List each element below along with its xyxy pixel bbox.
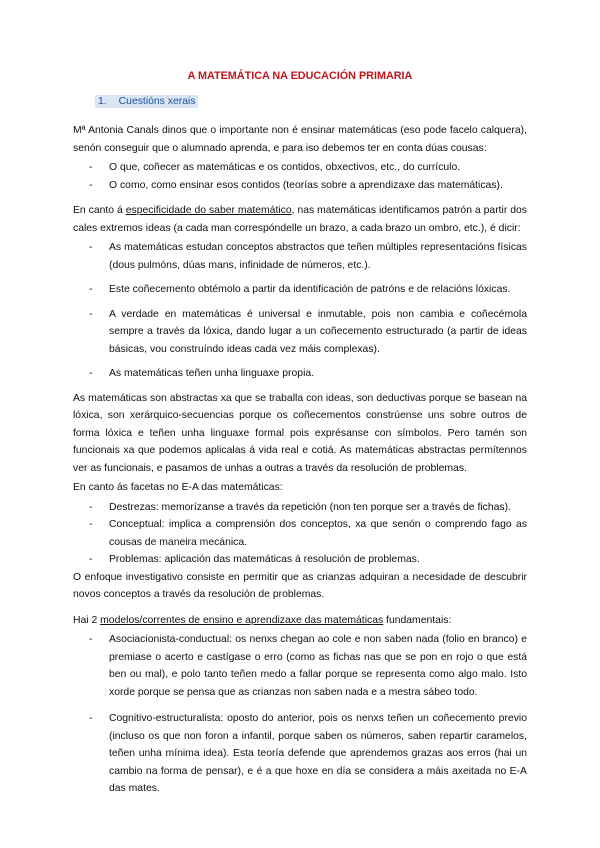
section-number: 1. bbox=[98, 96, 107, 107]
bullet-dash: - bbox=[89, 308, 93, 320]
section-heading-highlight bbox=[95, 95, 198, 108]
bullet-dash: - bbox=[89, 162, 93, 173]
bullet-dash: - bbox=[89, 368, 93, 379]
bullet-dash: - bbox=[89, 242, 93, 253]
list-facets bbox=[73, 499, 527, 569]
bullet-dash: - bbox=[89, 284, 93, 295]
list-models bbox=[73, 631, 527, 798]
list-item: - As matemáticas teñen unha linguaxe propia. bbox=[73, 365, 527, 383]
list-item: - Destrezas: memorízanse a través da repetición (non ten porque ser a través de fichas). bbox=[73, 499, 527, 517]
paragraph-facets: En canto ás facetas no E-A das matemáticas: bbox=[73, 482, 283, 493]
list-item: - Cognitivo-estructuralista: oposto do anterior, pois os nenxs teñen un coñecemento previo (incluso os que non foron a infantil, porque saben os números, saben repartir caramelos, teñen unha mínima idea). Esta teoría defende que aprendemos grazas aos erros (hai un cambio na forma de pensar), e é a que hoxe en día se considera a máis axeitada no E-A das mates. bbox=[73, 710, 527, 798]
bullet-dash: - bbox=[89, 634, 93, 645]
underlined-term: modelos/correntes de ensino e aprendizaxe das matemáticas bbox=[100, 614, 384, 626]
list-item: - Asociacionista-conductual: os nenxs chegan ao cole e non saben nada (folio en branco) e premiase o acerto e castígase o erro (como as fichas nas que se pon en rojo o que está ben ou mal), e polo tanto teñen medo a fallar porque se representa como algo malo. Isto xorde porque se pensa que as crianzas non saben nada e a mestra sábeo todo. bbox=[73, 631, 527, 701]
underlined-term: especificidade do saber matemático bbox=[125, 205, 292, 216]
section-heading bbox=[95, 96, 527, 107]
bullet-dash: - bbox=[89, 554, 93, 565]
bullet-dash: - bbox=[89, 501, 93, 513]
bullet-dash: - bbox=[89, 713, 93, 724]
list-item: - As matemáticas estudan conceptos abstractos que teñen múltiples representacións físicas (dous pulmóns, dúas mans, infinidade de números, etc.). bbox=[73, 239, 527, 274]
list-item: - Conceptual: implica a comprensión dos conceptos, xa que senón o comprendo fago as cousas de maneira mecánica. bbox=[73, 516, 527, 551]
section-label: Cuestións xerais bbox=[118, 96, 196, 107]
list-item: - O como, como ensinar esos contidos (teorías sobre a aprendizaxe das matemáticas). bbox=[73, 177, 527, 195]
paragraph-models: Hai 2 modelos/correntes de ensino e aprendizaxe das matemáticas fundamentais: bbox=[73, 614, 452, 626]
list-item: - Problemas: aplicación das matemáticas á resolución de problemas. bbox=[73, 551, 527, 569]
bullet-dash: - bbox=[89, 519, 93, 530]
list-math-properties bbox=[73, 239, 527, 383]
paragraph-intro: Mª Antonia Canals dinos que o importante non é ensinar matemáticas (eso pode facelo calquera), senón conseguir que o alumnado aprenda, e para iso debemos ter en conta dúas cousas: bbox=[73, 125, 527, 154]
bullet-dash: - bbox=[89, 179, 93, 191]
paragraph-abstract: As matemáticas son abstractas xa que se traballa con ideas, son deductivas porque se basean na lóxica, son xerárquico-secuencias porque os coñecementos constrúense uns sobre outros de forma lóxica e teñen unha linguaxe formal pois exprésanse con símbolos. Pero tamén son funcionais xa que podemos aplicalas á vida real e cotiá. As matemáticas abstractas permítennos ver as funcionais, e pasamos de unhas a outras a través da resolución de problemas. bbox=[73, 392, 527, 474]
document-title: A MATEMÁTICA NA EDUCACIÓN PRIMARIA bbox=[187, 70, 413, 82]
list-two-things bbox=[73, 159, 527, 194]
list-item: - O que, coñecer as matemáticas e os contidos, obxectivos, etc., do currículo. bbox=[73, 159, 527, 177]
paragraph-investigative: O enfoque investigativo consiste en permitir que as crianzas adquiran a necesidade de descubrir novos conceptos a través da resolución de problemas. bbox=[73, 571, 527, 600]
paragraph-specificity: En canto á especificidade do saber matemático, nas matemáticas identificamos patrón a partir dos cales extremos ideas (a cada man correspóndelle un brazo, a cada brazo un ombro, etc.), é dicir: bbox=[73, 205, 527, 234]
list-item: - Este coñecemento obtémolo a partir da identificación de patróns e de relacións lóxicas. bbox=[73, 281, 527, 299]
list-item: - A verdade en matemáticas é universal e inmutable, pois non cambia e coñecémola sempre a través da lóxica, dando lugar a un coñecemento estructurado (a partir de ideas básicas, vou construíndo ideas cada vez máis complexas). bbox=[73, 306, 527, 359]
